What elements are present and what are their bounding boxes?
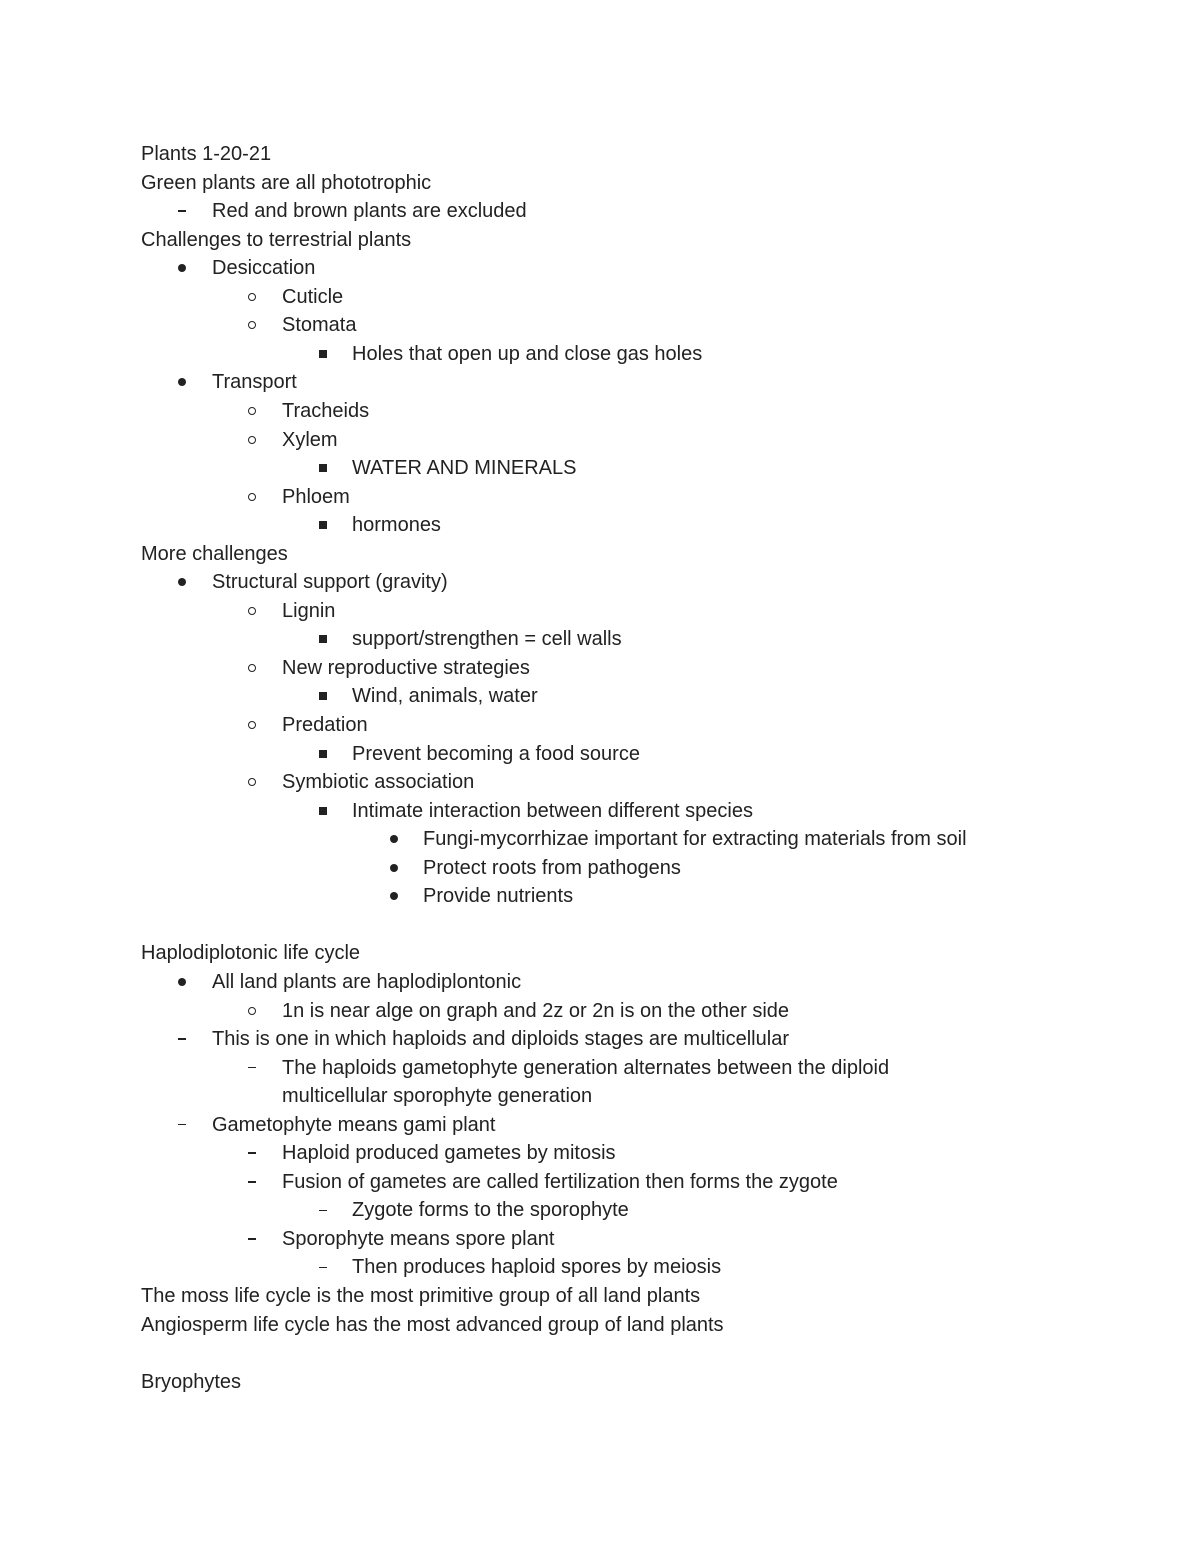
disc-bullet-icon <box>178 978 186 986</box>
list-marker <box>248 426 256 454</box>
list-marker <box>248 283 256 311</box>
heading-line: Haplodiplotonic life cycle <box>141 942 361 965</box>
circle-bullet-icon <box>248 664 256 672</box>
disc-bullet-icon <box>178 378 186 386</box>
list-item: hormones <box>352 514 441 537</box>
list-marker <box>248 597 256 625</box>
list-item: Fusion of gametes are called fertilization then forms the zygote <box>282 1170 838 1193</box>
list-marker <box>390 882 398 910</box>
disc-bullet-icon <box>390 835 398 843</box>
square-bullet-icon <box>319 521 327 529</box>
dash-bullet-icon <box>319 1267 327 1269</box>
disc-bullet-icon <box>178 578 186 586</box>
list-marker <box>248 397 256 425</box>
dash-bullet-icon <box>178 1124 186 1126</box>
list-marker <box>178 1025 186 1053</box>
list-item: Provide nutrients <box>423 885 574 908</box>
square-bullet-icon <box>319 750 327 758</box>
list-marker <box>390 825 398 853</box>
circle-bullet-icon <box>248 493 256 501</box>
list-item: Tracheids <box>282 399 370 422</box>
list-marker <box>390 854 398 882</box>
list-marker <box>248 1168 256 1196</box>
list-marker <box>319 454 327 482</box>
square-bullet-icon <box>319 692 327 700</box>
list-marker <box>248 768 256 796</box>
list-marker <box>319 625 327 653</box>
list-item: Protect roots from pathogens <box>423 856 681 879</box>
heading-line: Challenges to terrestrial plants <box>141 228 412 251</box>
list-item: Xylem <box>282 428 338 451</box>
heading-line: Green plants are all phototrophic <box>141 171 432 194</box>
dash-bullet-icon <box>248 1152 256 1154</box>
list-item: This is one in which haploids and diploids stages are multicellular <box>212 1028 789 1051</box>
disc-bullet-icon <box>390 892 398 900</box>
list-item: Fungi-mycorrhizae important for extracting materials from soil <box>423 828 967 851</box>
list-item: New reproductive strategies <box>282 656 530 679</box>
heading-line: Plants 1-20-21 <box>141 143 272 165</box>
list-marker <box>248 311 256 339</box>
list-item: Gametophyte means gami plant <box>212 1113 496 1136</box>
circle-bullet-icon <box>248 293 256 301</box>
circle-bullet-icon <box>248 778 256 786</box>
list-item: Then produces haploid spores by meiosis <box>352 1256 722 1279</box>
square-bullet-icon <box>319 807 327 815</box>
list-item: 1n is near alge on graph and 2z or 2n is on the other side <box>282 999 790 1022</box>
list-item: multicellular sporophyte generation <box>282 1085 593 1108</box>
heading-line: The moss life cycle is the most primitive group of all land plants <box>141 1285 701 1307</box>
dash-bullet-icon <box>319 1210 327 1212</box>
square-bullet-icon <box>319 464 327 472</box>
list-marker <box>248 654 256 682</box>
list-item: Stomata <box>282 314 357 337</box>
dash-bullet-icon <box>248 1067 256 1069</box>
list-item: Zygote forms to the sporophyte <box>352 1199 629 1222</box>
list-item: Prevent becoming a food source <box>352 742 640 765</box>
list-item: Sporophyte means spore plant <box>282 1227 555 1250</box>
heading-line: Angiosperm life cycle has the most advanced group of land plants <box>141 1313 724 1336</box>
list-item: All land plants are haplodiplontonic <box>212 970 522 993</box>
square-bullet-icon <box>319 350 327 358</box>
list-marker <box>319 1196 327 1224</box>
list-item: Haploid produced gametes by mitosis <box>282 1142 616 1165</box>
circle-bullet-icon <box>248 1007 256 1015</box>
dash-bullet-icon <box>248 1181 256 1183</box>
list-item: Structural support (gravity) <box>212 571 448 594</box>
circle-bullet-icon <box>248 407 256 415</box>
list-item: WATER AND MINERALS <box>352 457 577 480</box>
list-marker <box>319 340 327 368</box>
list-item: Red and brown plants are excluded <box>212 200 527 223</box>
dash-bullet-icon <box>178 210 186 212</box>
list-item: Phloem <box>282 485 350 508</box>
list-item: The haploids gametophyte generation alternates between the diploid <box>282 1056 890 1079</box>
list-item: Transport <box>212 371 297 394</box>
list-item: Predation <box>282 714 368 736</box>
heading-line: More challenges <box>141 542 288 565</box>
list-marker <box>319 1253 327 1281</box>
list-marker <box>248 1139 256 1167</box>
list-marker <box>248 711 256 739</box>
list-item: Holes that open up and close gas holes <box>352 342 703 365</box>
list-item: Wind, animals, water <box>352 685 538 708</box>
list-item: Symbiotic association <box>282 771 475 794</box>
disc-bullet-icon <box>390 864 398 872</box>
disc-bullet-icon <box>178 264 186 272</box>
list-marker <box>178 368 186 396</box>
heading-line: Bryophytes <box>141 1370 242 1393</box>
list-item: Lignin <box>282 599 336 622</box>
dash-bullet-icon <box>248 1238 256 1240</box>
list-marker <box>248 1054 256 1082</box>
list-item: Desiccation <box>212 257 316 280</box>
circle-bullet-icon <box>248 721 256 729</box>
list-marker <box>178 254 186 282</box>
list-marker <box>178 568 186 596</box>
list-marker <box>178 197 186 225</box>
list-marker <box>248 483 256 511</box>
circle-bullet-icon <box>248 321 256 329</box>
list-item: Intimate interaction between different species <box>352 799 753 822</box>
list-marker <box>178 968 186 996</box>
circle-bullet-icon <box>248 607 256 615</box>
list-marker <box>248 997 256 1025</box>
list-marker <box>248 1225 256 1253</box>
list-marker <box>319 740 327 768</box>
circle-bullet-icon <box>248 436 256 444</box>
list-item: Cuticle <box>282 285 344 308</box>
list-marker <box>319 682 327 710</box>
list-marker <box>178 1111 186 1139</box>
list-marker <box>319 511 327 539</box>
dash-bullet-icon <box>178 1038 186 1040</box>
square-bullet-icon <box>319 635 327 643</box>
list-item: support/strengthen = cell walls <box>352 628 622 651</box>
list-marker <box>319 797 327 825</box>
